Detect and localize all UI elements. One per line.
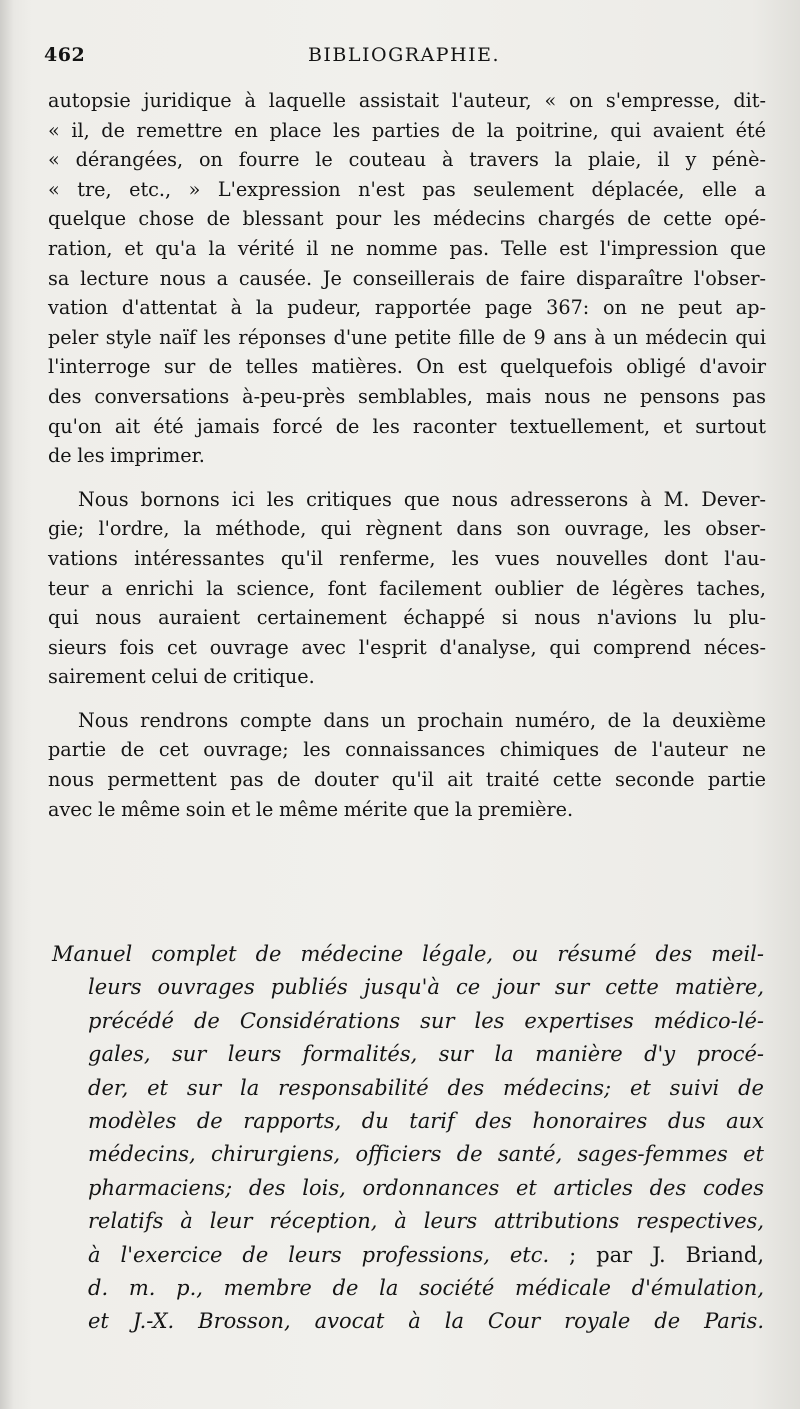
body-text [48,86,766,824]
text-line: Nous rendrons compte dans un prochain numéro, de la deuxième [78,708,766,732]
book-entry-line: der, et sur la responsabilité des médecins; et suivi de [88,1075,764,1100]
book-entry-line: et J.-X. Brosson, avocat à la Cour royale de Paris. [88,1309,764,1334]
book-entry-line: pharmaciens; des lois, ordonnances et articles des codes [88,1175,764,1200]
text-line: l'interroge sur de telles matières. On est quelquefois obligé d'avoir [48,355,766,379]
book-entry [52,938,764,1339]
running-title: BIBLIOGRAPHIE. [307,44,501,66]
text-line: des conversations à-peu-près semblables, mais nous ne pensons pas [48,384,766,408]
text-line: peler style naïf les réponses d'une petite fille de 9 ans à un médecin qui [48,325,766,349]
book-entry-line: relatifs à leur réception, à leurs attributions respectives, [88,1209,764,1234]
book-entry-line: gales, sur leurs formalités, sur la manière d'y procé- [88,1042,764,1067]
text-line: gie; l'ordre, la méthode, qui règnent dans son ouvrage, les obser- [48,517,766,541]
text-line: sa lecture nous a causée. Je conseillerais de faire disparaître l'obser- [48,266,766,290]
page-number: 462 [44,44,86,66]
page-header [44,44,764,72]
book-entry-italic-segment: à l'exercice de leurs professions, etc. [88,1242,550,1267]
book-entry-line: médecins, chirurgiens, officiers de santé, sages-femmes et [88,1142,764,1167]
text-line: vation d'attentat à la pudeur, rapportée page 367: on ne peut ap- [48,296,766,320]
text-line: qu'on ait été jamais forcé de les raconter textuellement, et surtout [48,414,766,438]
text-line: « tre, etc., » L'expression n'est pas seulement déplacée, elle a [48,177,766,201]
text-line: autopsie juridique à laquelle assistait l'auteur, « on s'empresse, dit- [48,89,766,112]
text-line: teur a enrichi la science, font facilement oublier de légères taches, [48,576,766,600]
paragraph-1 [48,86,766,471]
book-entry-author-segment: ; par J. Briand, [549,1242,764,1267]
paragraph-2 [48,485,766,692]
book-entry-line: d. m. p., membre de la société médicale d'émulation, [88,1276,764,1301]
book-entry-line: Manuel complet de médecine légale, ou résumé des meil- [52,942,764,966]
text-line: « dérangées, on fourre le couteau à travers la plaie, il y pénè- [48,148,766,172]
book-entry-line: modèles de rapports, du tarif des honoraires dus aux [88,1109,764,1134]
text-line: « il, de remettre en place les parties de la poitrine, qui avaient été [48,118,766,142]
text-line: qui nous auraient certainement échappé si nous n'avions lu plu- [48,606,766,630]
paragraph-3 [48,706,766,824]
text-line: nous permettent pas de douter qu'il ait traité cette seconde partie [48,768,766,792]
text-line: ration, et qu'a la vérité il ne nomme pas. Telle est l'impression que [48,236,766,260]
text-line: sieurs fois cet ouvrage avec l'esprit d'analyse, qui comprend néces- [48,635,766,659]
text-line: de les imprimer. [48,444,205,468]
text-line: Nous bornons ici les critiques que nous adresserons à M. Dever- [78,487,766,511]
page-fold-shadow [0,0,14,1409]
text-line: quelque chose de blessant pour les médecins chargés de cette opé- [48,207,766,231]
text-line: partie de cet ouvrage; les connaissances chimiques de l'auteur ne [48,738,766,762]
book-entry-line: précédé de Considérations sur les expertises médico-lé- [88,1008,764,1033]
book-entry-line [52,1239,764,1272]
text-line: avec le même soin et le même mérite que la première. [48,797,574,821]
text-line: vations intéressantes qu'il renferme, les vues nouvelles dont l'au- [48,546,766,570]
book-entry-line: leurs ouvrages publiés jusqu'à ce jour sur cette matière, [88,975,764,1000]
text-line: sairement celui de critique. [48,665,315,689]
